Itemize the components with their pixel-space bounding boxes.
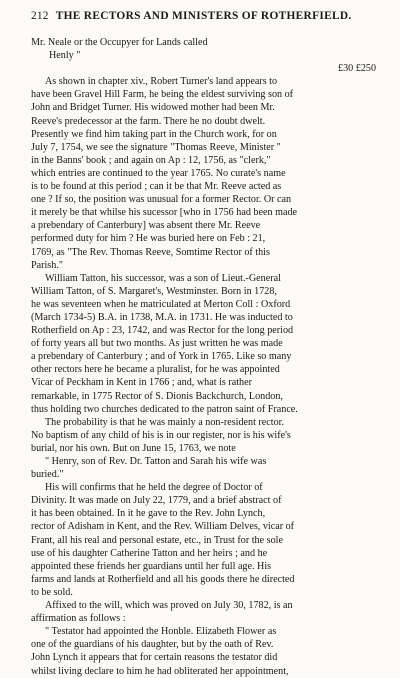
text-line: John Lynch it appears that for certain reasons the testator did	[31, 652, 278, 664]
text-line: whilst living declare to him he had obliterated her appointment,	[31, 665, 289, 677]
text-line: " Henry, son of Rev. Dr. Tatton and Sarah his wife was	[45, 456, 267, 467]
page-number: 212	[31, 10, 49, 22]
running-title: THE RECTORS AND MINISTERS OF ROTHERFIELD.	[55, 10, 352, 22]
text-line: is to be found at this period ; can it be that Mr. Reeve acted as	[31, 181, 282, 193]
text-line: Divinity. It was made on July 22, 1779, and a brief abstract of	[31, 495, 282, 507]
text-line: Henly "	[49, 50, 81, 62]
text-line: July 7, 1754, we see the signature "Thomas Reeve, Minister "	[31, 141, 281, 153]
text-line: one of the guardians of his daughter, but by the oath of Rev.	[31, 639, 274, 651]
text-line: thus holding two churches dedicated to the patron saint of France.	[31, 403, 298, 415]
text-line: it merely be that whilse his sucessor [who in 1756 had been made	[31, 207, 297, 219]
text-line: Vicar of Peckham in Kent in 1766 ; and, what is rather	[31, 377, 252, 389]
text-line: of forty years all but two months. As just written he was made	[31, 338, 283, 350]
text-line: Frant, all his real and personal estate, etc., in Trust for the sole	[31, 534, 283, 546]
text-line: His will confirms that he held the degree of Doctor of	[45, 482, 263, 494]
text-line: farms and lands at Rotherfield and all his goods there he directed	[31, 573, 295, 585]
text-line: Presently we find him taking part in the Church work, for on	[31, 128, 277, 140]
text-line: one ? If so, the position was unusual for a former Rector. Or can	[31, 194, 292, 206]
text-line: " Testator had appointed the Honble. Elizabeth Flower as	[45, 626, 277, 638]
text-line: William Tatton, of S. Margaret's, Westminster. Born in 1728,	[31, 285, 277, 297]
text-line: William Tatton, his successor, was a son of Lieut.-General	[45, 272, 281, 284]
text-line: rector of Adisham in Kent, and the Rev. William Delves, vicar of	[31, 521, 295, 533]
text-line: to be sold.	[31, 586, 73, 598]
text-line: have been Gravel Hill Farm, he being the eldest surviving son of	[31, 89, 294, 101]
text-line: a prebendary of Canterbury] was absent there Mr. Reeve	[31, 220, 261, 232]
text-line: he was seventeen when he matriculated at Merton Coll : Oxford	[31, 298, 291, 310]
text-line: £30 £250	[338, 63, 376, 75]
text-line: Reeve's predecessor at the farm. There he no doubt dwelt.	[31, 115, 266, 127]
text-line: 1769, as "The Rev. Thomas Reeve, Somtime Rector of this	[31, 246, 270, 258]
text-line: buried."	[31, 469, 64, 481]
text-line: which entries are continued to the year 1765. No curate's name	[31, 167, 286, 179]
body-text	[31, 36, 384, 678]
text-line: No baptism of any child of his is in our register, nor is his wife's	[31, 429, 291, 441]
text-line: use of his daughter Catherine Tatton and her heirs ; and he	[31, 547, 268, 559]
text-line: Rotherfield on Ap : 23, 1742, and was Rector for the long period	[31, 325, 294, 337]
page-header	[31, 10, 384, 28]
text-line: a prebendary of Canterbury ; and of York in 1765. Like so many	[31, 351, 292, 363]
text-line: (March 1734-5) B.A. in 1738, M.A. in 1731. He was inducted to	[31, 311, 293, 323]
text-line: other rectors here he became a pluralist, for he was appointed	[31, 364, 280, 376]
text-line: it has been obtained. In it he gave to the Rev. John Lynch,	[31, 508, 266, 520]
text-line: The probability is that he was mainly a non-resident rector.	[45, 416, 284, 428]
text-line: burial, nor his own. But on June 15, 1763, we note	[31, 442, 236, 454]
text-line: affirmation as follows :	[31, 613, 126, 625]
text-line: appointed these friends her guardians until her full age. His	[31, 560, 272, 572]
text-line: remarkable, in 1775 Rector of S. Dionis Backchurch, London,	[31, 390, 283, 402]
text-line: Affixed to the will, which was proved on July 30, 1782, is an	[45, 600, 293, 612]
text-line: performed duty for him ? He was buried here on Feb : 21,	[31, 233, 266, 245]
text-line: Parish."	[31, 259, 63, 271]
text-line: John and Bridget Turner. His widowed mother had been Mr.	[31, 102, 275, 114]
text-line: As shown in chapter xiv., Robert Turner's land appears to	[45, 76, 278, 88]
text-line: Mr. Neale or the Occupyer for Lands called	[31, 37, 208, 48]
text-line: in the Banns' book ; and again on Ap : 12, 1756, as "clerk,"	[31, 154, 271, 166]
